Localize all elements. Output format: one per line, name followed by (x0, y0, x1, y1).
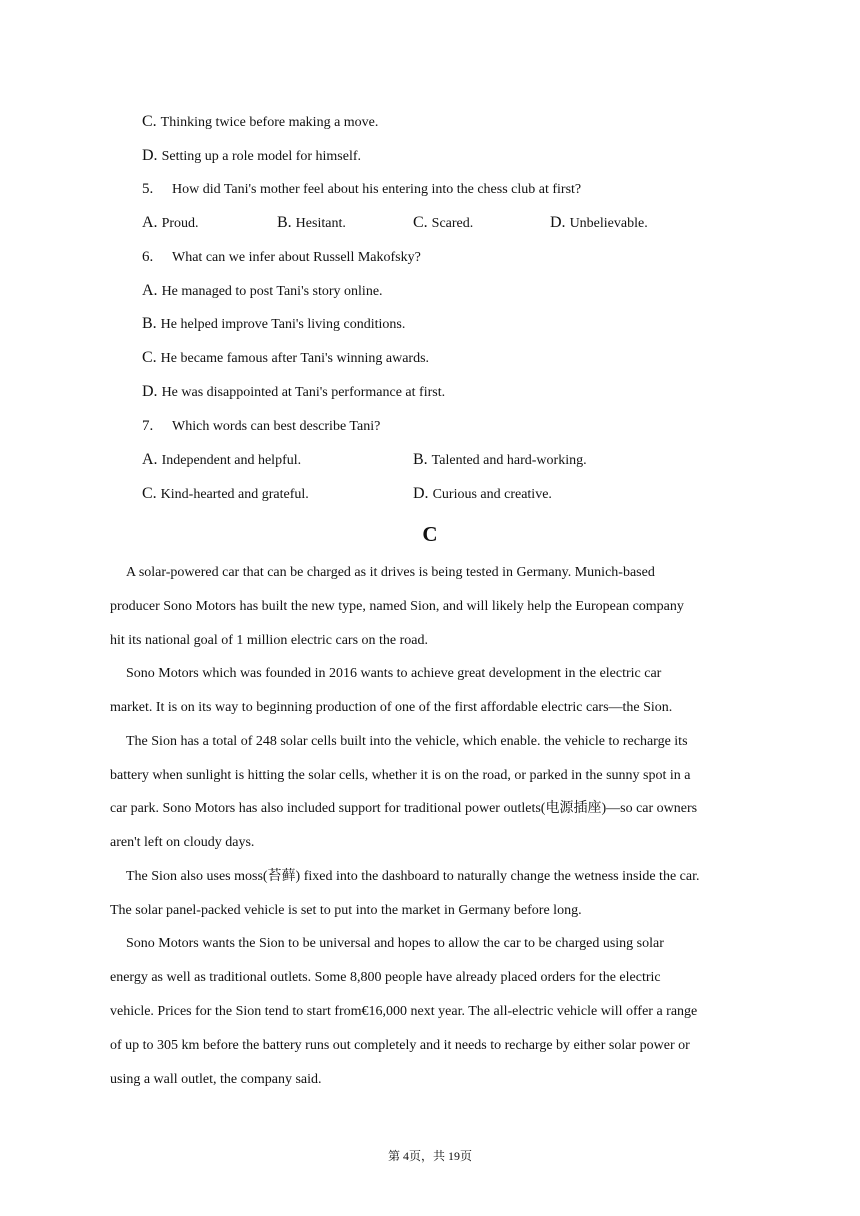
q7-option-d (413, 484, 552, 505)
q7-option-b (413, 450, 587, 471)
q6-option-b (142, 314, 405, 335)
passage-line: market. It is on its way to beginning production of one of the first affordable electric cars—the Sion. (110, 700, 673, 715)
option-letter: A. (142, 451, 158, 468)
option-text: Talented and hard-working. (431, 453, 587, 468)
option-letter: C. (413, 214, 428, 231)
option-letter: A. (142, 282, 158, 299)
passage-line: hit its national goal of 1 million electric cars on the road. (110, 633, 429, 648)
passage-line: The solar panel-packed vehicle is set to put into the market in Germany before long. (110, 903, 582, 918)
passage-line: of up to 305 km before the battery runs out completely and it needs to recharge by either solar power or (110, 1038, 690, 1053)
passage-line: Sono Motors wants the Sion to be universal and hopes to allow the car to be charged using solar (126, 936, 664, 951)
option-letter: B. (277, 214, 292, 231)
q4-option-c (142, 112, 378, 133)
q6-option-d (142, 382, 445, 403)
question-stem: What can we infer about Russell Makofsky? (172, 250, 421, 265)
passage-line: producer Sono Motors has built the new type, named Sion, and will likely help the European company (110, 599, 684, 614)
option-letter: D. (142, 383, 158, 400)
passage-line: Sono Motors which was founded in 2016 wants to achieve great development in the electric car (126, 666, 662, 681)
question-stem: How did Tani's mother feel about his entering into the chess club at first? (172, 182, 582, 197)
option-text: He helped improve Tani's living conditions. (160, 317, 406, 332)
option-text: Setting up a role model for himself. (161, 149, 362, 164)
option-letter: D. (550, 214, 566, 231)
option-text: Curious and creative. (432, 487, 552, 502)
option-text: He was disappointed at Tani's performance at first. (161, 385, 446, 400)
option-letter: C. (142, 113, 157, 130)
passage-line: battery when sunlight is hitting the solar cells, whether it is on the road, or parked in the sunny spot in a (110, 768, 691, 783)
question-number: 7. (142, 418, 154, 434)
option-letter: C. (142, 485, 157, 502)
q6-option-c (142, 348, 429, 369)
option-text: Proud. (161, 216, 199, 231)
passage-line: A solar-powered car that can be charged as it drives is being tested in Germany. Munich-based (126, 565, 655, 580)
section-heading: C (422, 522, 438, 546)
passage-line: using a wall outlet, the company said. (110, 1072, 322, 1087)
option-letter: D. (142, 147, 158, 164)
passage-line: The Sion has a total of 248 solar cells built into the vehicle, which enable. the vehicle to recharge its (126, 734, 688, 749)
question-number: 5. (142, 181, 154, 197)
q4-option-d (142, 146, 361, 167)
question-6 (142, 247, 421, 268)
passage-line: The Sion also uses moss(苔藓) fixed into the dashboard to naturally change the wetness inside the car. (126, 869, 700, 884)
q5-option-b (277, 213, 346, 234)
q5-option-d (550, 213, 648, 234)
option-text: Kind-hearted and grateful. (160, 487, 309, 502)
q7-option-a (142, 450, 301, 471)
option-letter: C. (142, 349, 157, 366)
q5-option-c (413, 213, 473, 234)
passage-line: car park. Sono Motors has also included support for traditional power outlets(电源插座)—so car owners (110, 801, 698, 816)
question-number: 6. (142, 249, 154, 265)
passage-line: vehicle. Prices for the Sion tend to start from€16,000 next year. The all-electric vehicle will offer a range (110, 1004, 698, 1019)
q6-option-a (142, 281, 383, 302)
option-text: He became famous after Tani's winning awards. (160, 351, 430, 366)
option-text: Independent and helpful. (161, 453, 302, 468)
option-text: Thinking twice before making a move. (160, 115, 379, 130)
option-letter: D. (413, 485, 429, 502)
option-text: Unbelievable. (569, 216, 648, 231)
option-text: Scared. (431, 216, 474, 231)
question-5 (142, 179, 581, 200)
q5-option-a (142, 213, 199, 234)
option-letter: B. (413, 451, 428, 468)
option-letter: B. (142, 315, 157, 332)
passage-line: aren't left on cloudy days. (110, 835, 255, 850)
option-letter: A. (142, 214, 158, 231)
passage-line: energy as well as traditional outlets. Some 8,800 people have already placed orders for the electric (110, 970, 661, 985)
option-text: Hesitant. (295, 216, 346, 231)
option-text: He managed to post Tani's story online. (161, 284, 383, 299)
question-stem: Which words can best describe Tani? (172, 419, 381, 434)
q7-option-c (142, 484, 309, 505)
page-footer: 第 4页，共 19页 (387, 1149, 472, 1163)
question-7 (142, 416, 380, 437)
